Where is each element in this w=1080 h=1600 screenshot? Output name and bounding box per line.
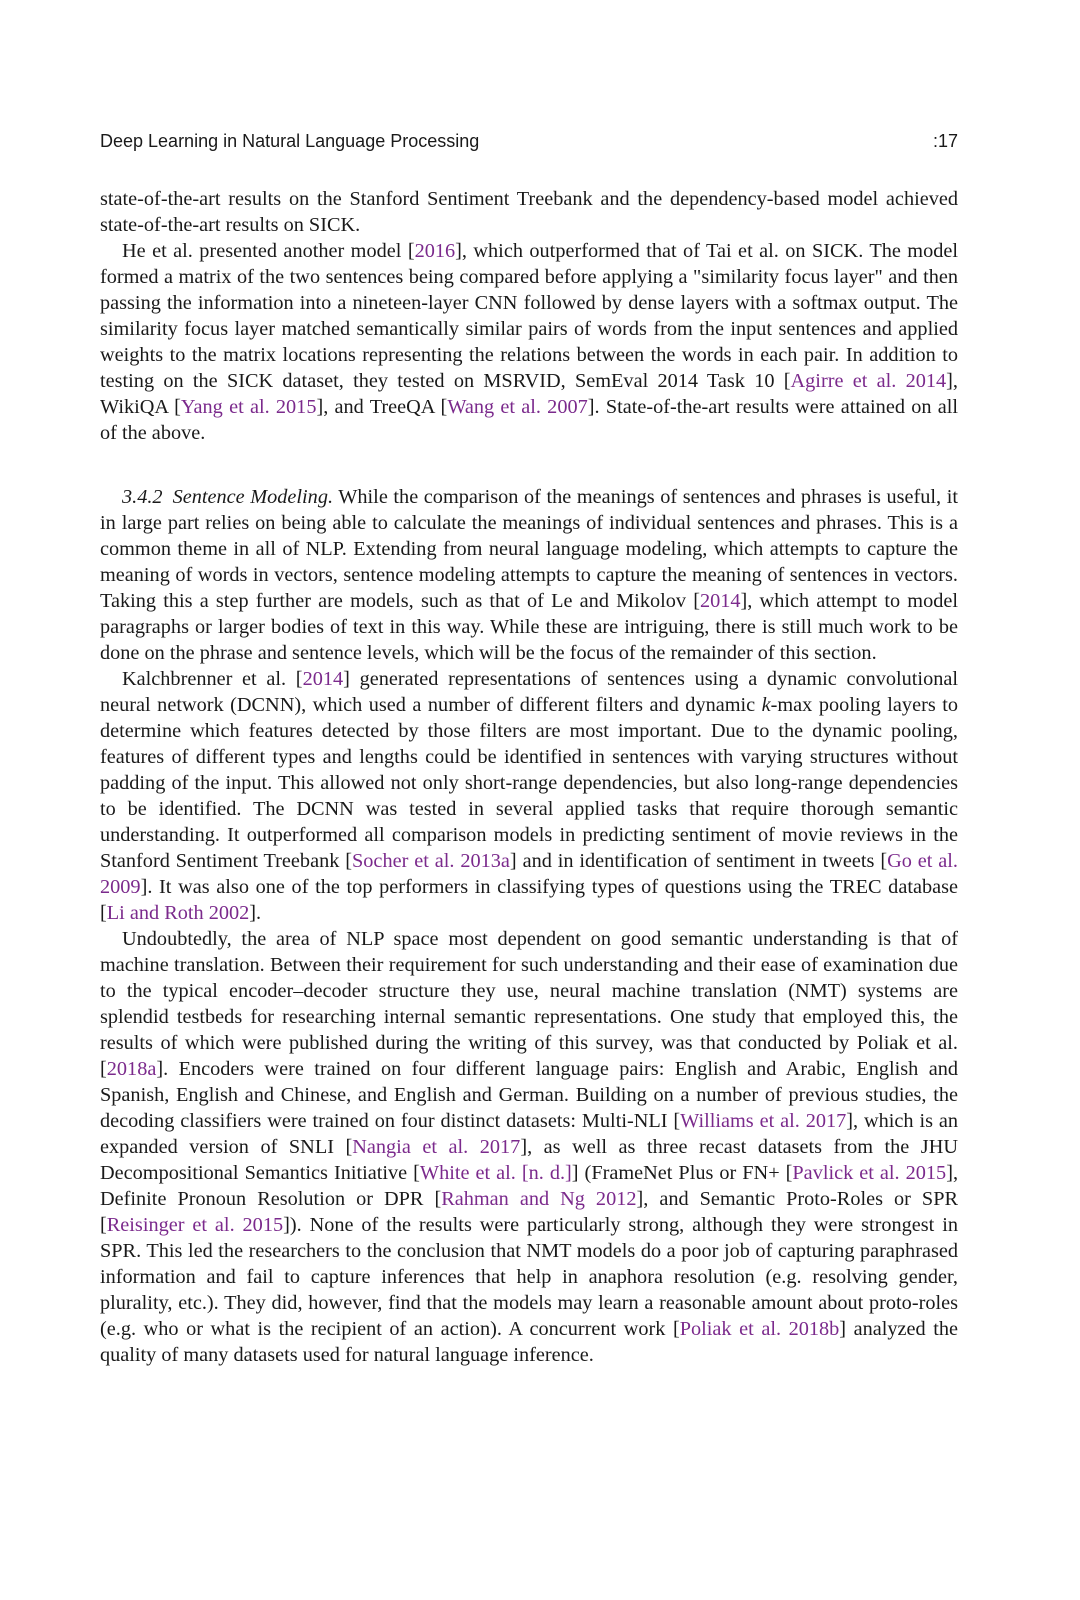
text-run: ]. Encoders were trained on four different language pairs: English and Arabic, English and Spanish, English and Chinese, and English and German. Building on a number of previous studies, the decoding classifiers were trained on four distinct datasets: Multi-NLI [ <box>100 1058 958 1132</box>
citation-link[interactable]: Williams et al. 2017 <box>680 1110 847 1132</box>
body-text <box>100 186 958 1368</box>
citation-link[interactable]: Rahman and Ng 2012 <box>441 1188 637 1210</box>
text-run: ], Definite Pronoun Resolution or DPR [ <box>100 1162 959 1210</box>
citation-link[interactable]: Li and Roth 2002 <box>106 902 250 924</box>
text-run: ]. <box>249 902 262 924</box>
header-title: Deep Learning in Natural Language Processing <box>100 130 480 151</box>
text-run: ] analyzed the quality of many datasets used for natural language inference. <box>100 1318 958 1366</box>
citation-link[interactable]: 2018a <box>106 1058 157 1080</box>
text-run: -max pooling layers to determine which features detected by those filters are most important. Due to the dynamic pooling, features of different types and lengths could be identified in sentences with varying structures without padding of the input. This allowed not only short-range dependencies, but also long-range dependencies to be identified. The DCNN was tested in several applied tasks that require thorough semantic understanding. It outperformed all comparison models in predicting sentiment of movie reviews in the Stanford Sentiment Treebank [ <box>100 694 959 872</box>
text-run: He et al. presented another model [ <box>122 240 415 262</box>
citation-link[interactable]: White et al. [n. d.] <box>419 1162 572 1184</box>
citation-link[interactable]: Yang et al. 2015 <box>180 396 317 418</box>
text-run: Undoubtedly, the area of NLP space most dependent on good semantic understanding is that of machine translation. Between their requirement for such understanding and their ease of examination due to the typical encoder–decoder structure they use, neural machine translation (NMT) systems are splendid testbeds for researching internal semantic representations. One study that employed this, the results of which were published during the writing of this survey, was that conducted by Poliak et al. [ <box>100 928 958 1080</box>
text-run: ], as well as three recast datasets from the JHU Decompositional Semantics Initiative [ <box>100 1136 958 1184</box>
citation-link[interactable]: Nangia et al. 2017 <box>352 1136 521 1158</box>
text-run: ]). None of the results were particularly strong, although they were strongest in SPR. This led the researchers to the conclusion that NMT models do a poor job of capturing paraphrased information and fail to capture inferences that help in anaphora resolution (e.g. resolving gender, plurality, etc.). They did, however, find that the models may learn a reasonable amount about proto-roles (e.g. who or what is the recipient of an action). A concurrent work [ <box>100 1214 958 1340</box>
text-run: state-of-the-art results on the Stanford Sentiment Treebank and the dependency-based model achieved state-of-the-art results on SICK. <box>100 188 958 236</box>
citation-link[interactable]: 2016 <box>414 240 456 262</box>
citation-link[interactable]: Reisinger et al. 2015 <box>106 1214 284 1236</box>
citation-link[interactable]: Agirre et al. 2014 <box>790 370 947 392</box>
italic-text: k <box>761 694 771 716</box>
text-run: ], WikiQA [ <box>100 370 958 418</box>
section-paragraph <box>100 484 958 666</box>
text-run: ] and in identification of sentiment in tweets [ <box>509 850 888 872</box>
citation-link[interactable]: Pavlick et al. 2015 <box>792 1162 947 1184</box>
text-run: ], and Semantic Proto-Roles or SPR [ <box>100 1188 959 1236</box>
text-run: ], which is an expanded version of SNLI [ <box>100 1110 959 1158</box>
text-run: ], which attempt to model paragraphs or larger bodies of text in this way. While these are intriguing, there is still much work to be done on the phrase and sentence levels, which will be the focus of the remainder of this section. <box>100 590 958 664</box>
page-number: :17 <box>932 130 958 151</box>
citation-link[interactable]: 2014 <box>699 590 741 612</box>
paragraph <box>100 926 958 1368</box>
section-number: 3.4.2 <box>122 486 163 508</box>
text-run: ]. State-of-the-art results were attained on all of the above. <box>100 396 959 444</box>
citation-link[interactable]: 2014 <box>302 668 344 690</box>
paragraph <box>100 186 958 238</box>
paragraph <box>100 238 958 446</box>
citation-link[interactable]: Poliak et al. 2018b <box>679 1318 840 1340</box>
text-run: ], which outperformed that of Tai et al. on SICK. The model formed a matrix of the two sentences being compared before applying a "similarity focus layer" and then passing the information into a nineteen-layer CNN followed by dense layers with a softmax output. The similarity focus layer matched semantically similar pairs of words from the input sentences and applied weights to the matrix locations representing the relations between the words in each pair. In addition to testing on the SICK dataset, they tested on MSRVID, SemEval 2014 Task 10 [ <box>100 240 958 392</box>
running-header <box>100 128 958 154</box>
text-run: ], and TreeQA [ <box>316 396 448 418</box>
text-run: ] generated representations of sentences using a dynamic convolutional neural network (DCNN), which used a number of different filters and dynamic <box>100 668 958 716</box>
citation-link[interactable]: Wang et al. 2007 <box>447 396 588 418</box>
paragraph <box>100 666 958 926</box>
text-run: ]. It was also one of the top performers in classifying types of questions using the TREC database [ <box>100 876 958 924</box>
citation-link[interactable]: Socher et al. 2013a <box>352 850 510 872</box>
section-title: Sentence Modeling. <box>172 486 334 508</box>
citation-link[interactable]: Go et al. 2009 <box>100 850 959 898</box>
text-run: ] (FrameNet Plus or FN+ [ <box>571 1162 793 1184</box>
text-run: Kalchbrenner et al. [ <box>122 668 303 690</box>
text-run: While the comparison of the meanings of sentences and phrases is useful, it in large part relies on being able to calculate the meanings of individual sentences and phrases. This is a common theme in all of NLP. Extending from neural language modeling, which attempts to capture the meaning of words in vectors, sentence modeling attempts to capture the meaning of sentences in vectors. Taking this a step further are models, such as that of Le and Mikolov [ <box>100 486 958 612</box>
